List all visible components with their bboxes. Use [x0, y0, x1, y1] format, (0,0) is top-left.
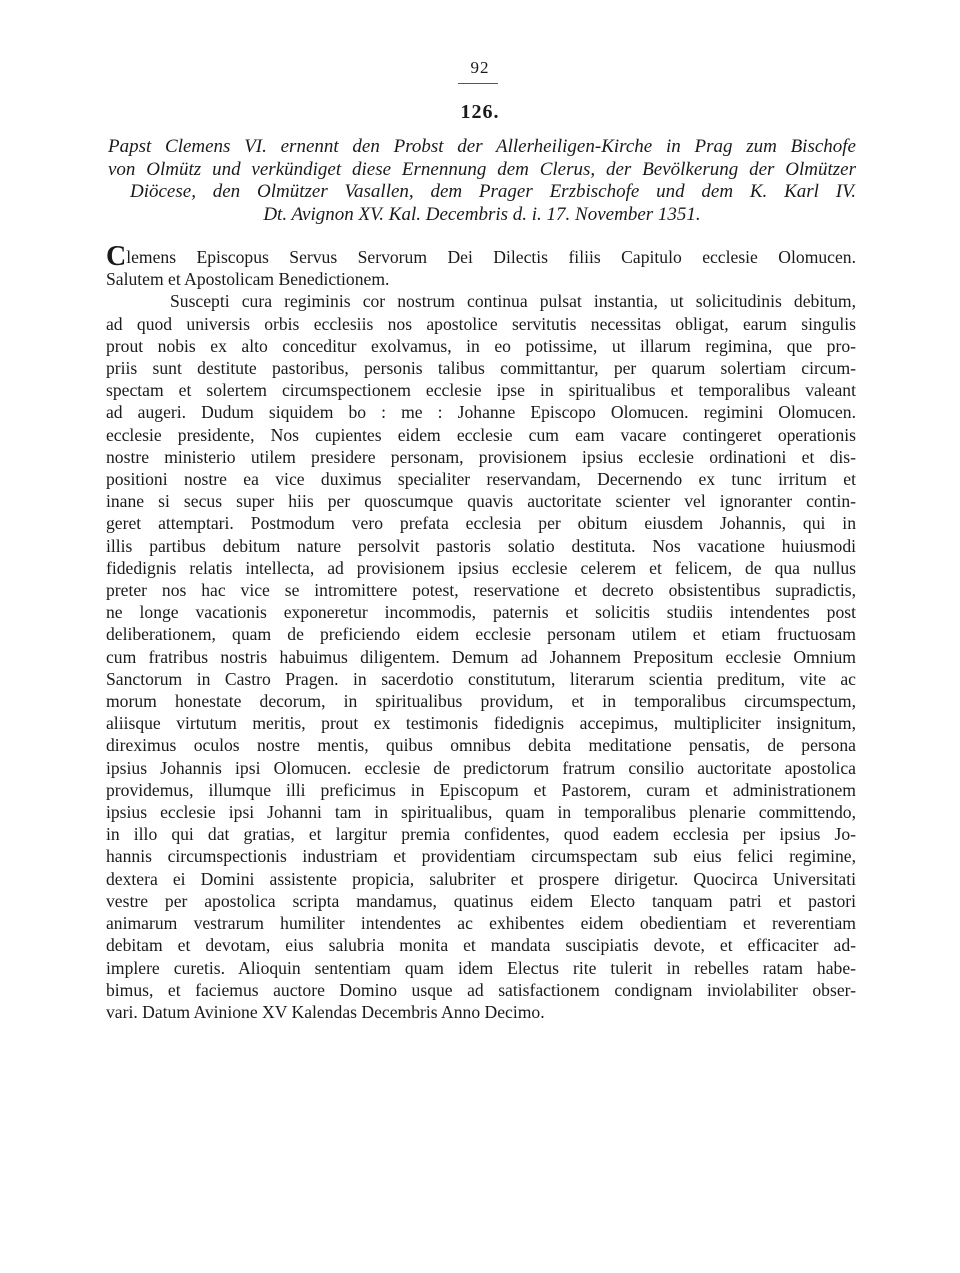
page-number: 92: [470, 58, 490, 77]
body-line: positioni nostre ea vice duximus specialiter reservandam, Decernendo ex tunc irritum et: [106, 469, 856, 490]
document-number: 126.: [460, 101, 500, 123]
body-line: providemus, illumque illi preficimus in Episcopum et Pastorem, curam et administrationem: [106, 779, 856, 800]
body-line: prout nobis ex alto conceditur exolvamus, in eo potissime, ut illarum regimina, que pro-: [106, 335, 856, 356]
body-line: illis partibus debitum nature persolvit pastoris solatio destituta. Nos vacatione huiusmodi: [106, 535, 856, 556]
body-line: ad augeri. Dudum siquidem bo : me : Johanne Episcopo Olomucen. regimini Olomucen.: [106, 402, 856, 423]
drop-cap: C: [106, 241, 127, 272]
body-line: fidedignis relatis intellecta, ad provisionem ipsius ecclesie celerem et felicem, de qua nullus: [106, 557, 856, 578]
body-line: direximus oculos nostre mentis, quibus omnibus debita meditatione pensatis, de persona: [106, 735, 856, 756]
summary-date-line: Dt. Avignon XV. Kal. Decembris d. i. 17. November 1351.: [263, 203, 701, 225]
body-line: ipsius ecclesie ipsi Johanni tam in spiritualibus, quam in temporalibus plenarie committendo,: [106, 802, 856, 823]
body-paragraph: [106, 290, 856, 1023]
summary-line: von Olmütz und verkündiget diese Ernennung dem Clerus, der Bevölkerung der Olmützer: [108, 158, 856, 180]
body-line: deliberationem, quam de preficiendo eidem ecclesie personam utilem et etiam fructuosam: [106, 624, 856, 645]
body-line: bimus, et faciemus auctore Domino usque ad satisfactionem condignam inviolabiliter obser-: [106, 979, 856, 1000]
address-line: [106, 241, 856, 272]
salutation-line: Salutem et Apostolicam Benedictionem.: [106, 269, 390, 290]
body-line: ipsius Johannis ipsi Olomucen. ecclesie de predictorum fratrum consilio auctoritate apostolica: [106, 757, 856, 778]
body-line: ad quod universis orbis ecclesiis nos apostolice servitutis necessitas obligat, earum singulis: [106, 313, 856, 334]
body-line: nostre ministerio utilem presidere personam, provisionem ipsius ecclesie ordinationi et dis-: [106, 446, 856, 467]
body-line: Sanctorum in Castro Pragen. in sacerdotio constitutum, literarum scientia preditum, vite ac: [106, 668, 856, 689]
body-line: vestre per apostolica scripta mandamus, quatinus eidem Electo tanquam patri et pastori: [106, 890, 856, 911]
body-line: animarum vestrarum humiliter intendentes ac exhibentes eidem obedientiam et reverentiam: [106, 913, 856, 934]
body-line: aliisque virtutum meritis, prout ex testimonis fidedignis accepimus, multipliciter insignitum,: [106, 713, 856, 734]
body-line: spectam et solertem circumspectionem ecclesie ipse in spiritualibus et temporalibus valeant: [106, 380, 856, 401]
body-line: inane si secus super hiis per quoscumque quavis auctoritate scienter vel ignoranter contin-: [106, 491, 856, 512]
body-line: ecclesie presidente, Nos cupientes eidem ecclesie cum eam vacare contingeret operationis: [106, 424, 856, 445]
body-line: debitam et devotam, eius salubria monita et mandata suscipiatis devote, et efficaciter ad-: [106, 935, 856, 956]
body-line: morum honestate decorum, in spiritualibus providum, et in temporalibus circumspectum,: [106, 691, 856, 712]
body-line: priis sunt destitute pastoribus, personis talibus committantur, per quarum solertiam circum-: [106, 358, 856, 379]
body-line: cum fratribus nostris habuimus diligentem. Demum ad Johannem Prepositum ecclesie Omnium: [106, 646, 856, 667]
page-number-rule: [458, 83, 498, 84]
summary-line: Diöcese, den Olmützer Vasallen, dem Prager Erzbischofe und dem K. Karl IV.: [130, 181, 856, 202]
body-line: preter nos hac vice se intromittere potest, reservatione et decreto obsistentibus supradictis,: [106, 580, 856, 601]
body-line: in illo qui dat gratias, et largitur premia confidentes, quod eadem ecclesia per ipsius Jo-: [106, 824, 856, 845]
body-line: implere curetis. Alioquin sententiam quam idem Electus rite tulerit in rebelles ratam habe-: [106, 957, 856, 978]
latin-text: [106, 241, 856, 1023]
body-line: geret attemptari. Postmodum vero prefata ecclesia per obitum eiusdem Johannis, qui in: [106, 513, 856, 534]
german-summary: [108, 136, 856, 226]
body-line: Suscepti cura regiminis cor nostrum continua pulsat instantia, ut solicitudinis debitum,: [170, 291, 856, 312]
body-line: hannis circumspectionis industriam et providentiam circumspectam sub eius felici regimine,: [106, 846, 856, 867]
body-line: ne longe vacationis exponeretur incommodis, paternis et solicitis studiis intendentes post: [106, 602, 856, 623]
body-line: dextera ei Domini assistente propicia, salubriter et prospere dirigetur. Quocirca Universitati: [106, 868, 856, 889]
body-line: vari. Datum Avinione XV Kalendas Decembris Anno Decimo.: [106, 1001, 545, 1022]
address-text: lemens Episcopus Servus Servorum Dei Dilectis filiis Capitulo ecclesie Olomucen.: [126, 247, 856, 267]
summary-line: Papst Clemens VI. ernennt den Probst der Allerheiligen-Kirche in Prag zum Bischofe: [108, 136, 856, 157]
